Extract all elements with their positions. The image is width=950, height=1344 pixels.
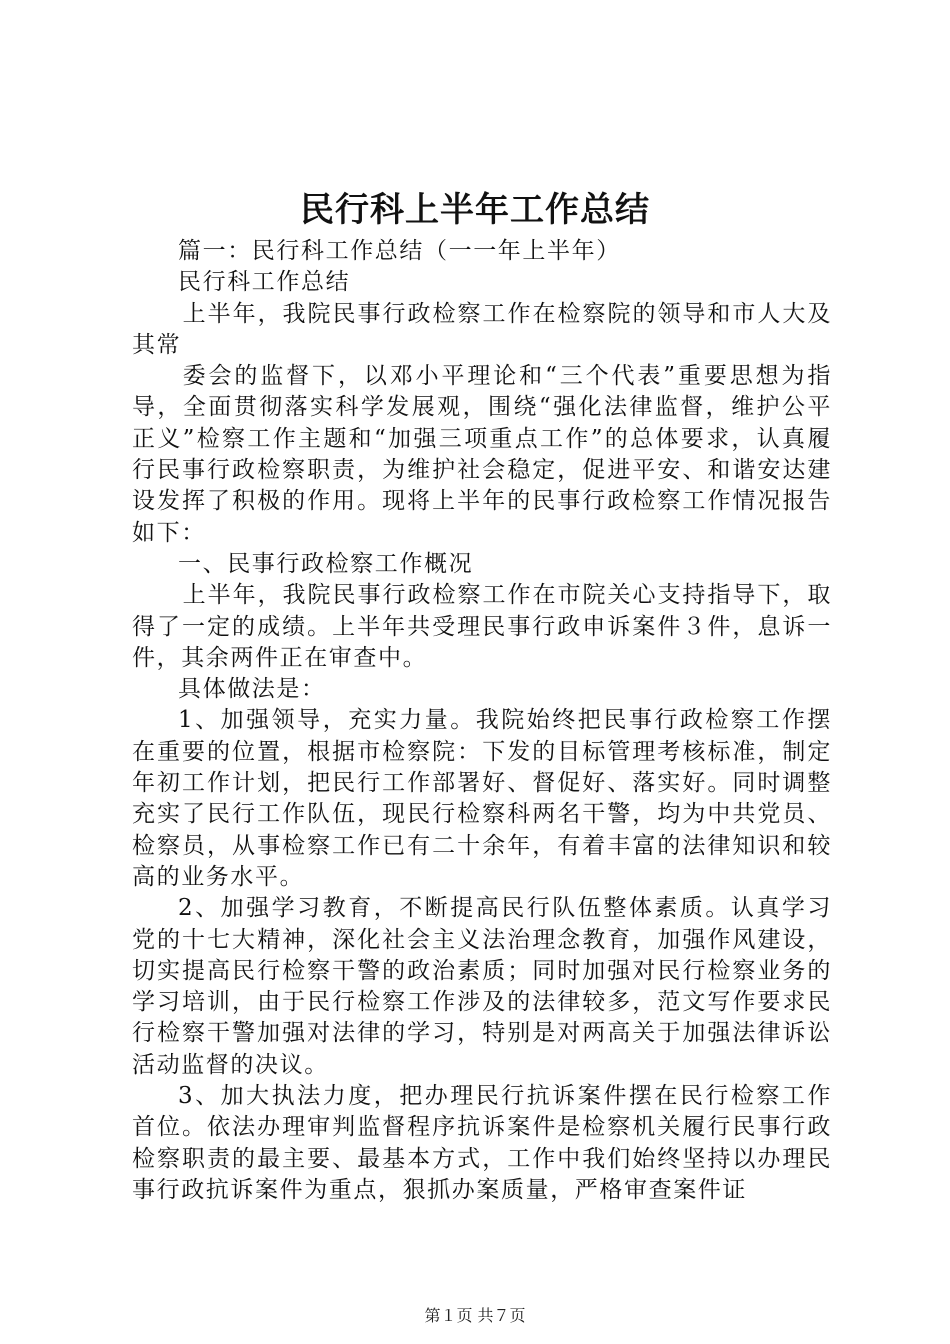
paragraph: 上半年，我院民事行政检察工作在市院关心支持指导下，取得了一定的成绩。上半年共受理民事行政申诉案件３件，息诉一件，其余两件正在审查中。 bbox=[132, 582, 832, 671]
document-title: 民行科上半年工作总结 bbox=[300, 190, 650, 230]
list-item: 2、加强学习教育，不断提高民行队伍整体素质。认真学习党的十七大精神，深化社会主义法治理念教育，加强作风建设，切实提高民行检察干警的政治素质；同时加强对民行检察业务的学习培训，由于民行检察工作涉及的法律较多，范文写作要求民行检察干警加强对法律的学习，特别是对两高关于加强法律诉讼活动监督的决议。 bbox=[132, 895, 832, 1078]
paragraph: 上半年，我院民事行政检察工作在检察院的领导和市人大及其常 bbox=[132, 300, 832, 358]
list-item: 3、加大执法力度，把办理民行抗诉案件摆在民行检察工作首位。依法办理审判监督程序抗诉案件是检察机关履行民事行政检察职责的最主要、最基本方式，工作中我们始终坚持以办理民事行政抗诉案件为重点，狠抓办案质量，严格审查案件证 bbox=[132, 1083, 832, 1203]
page-footer: 第１页 共７页 bbox=[424, 1306, 526, 1325]
section-heading-1: 篇一：民行科工作总结（一一年上半年） bbox=[178, 238, 621, 264]
subtitle: 民行科工作总结 bbox=[178, 269, 351, 296]
section-heading-2: 一、民事行政检察工作概况 bbox=[178, 550, 474, 577]
paragraph: 委会的监督下，以邓小平理论和“三个代表”重要思想为指导，全面贯彻落实科学发展观，围绕“强化法律监督，维护公平正义”检察工作主题和“加强三项重点工作”的总体要求，认真履行民事行政检察职责，为维护社会稳定，促进平安、和谐安达建设发挥了积极的作用。现将上半年的民事行政检察工作情况报告如下： bbox=[132, 363, 832, 546]
paragraph: 具体做法是： bbox=[178, 676, 326, 703]
document-body bbox=[132, 236, 832, 1206]
list-item: 1、加强领导，充实力量。我院始终把民事行政检察工作摆在重要的位置，根据市检察院：下发的目标管理考核标准，制定年初工作计划，把民行工作部署好、督促好、落实好。同时调整充实了民行工作队伍，现民行检察科两名干警，均为中共党员、检察员，从事检察工作已有二十余年，有着丰富的法律知识和较高的业务水平。 bbox=[132, 707, 832, 890]
